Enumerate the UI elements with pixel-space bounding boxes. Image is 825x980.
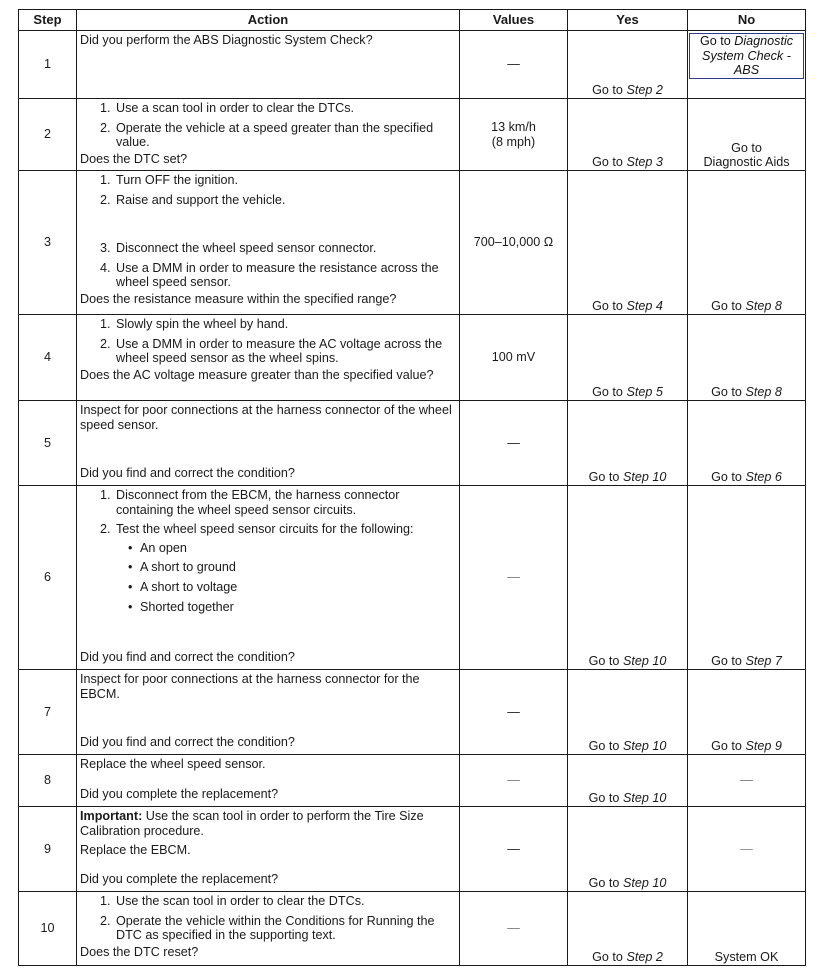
value-cell [460, 892, 568, 966]
yes-link[interactable] [592, 299, 663, 313]
value-dash: — [507, 704, 520, 719]
action-cell [77, 486, 460, 670]
table-row [19, 807, 806, 892]
yes-prefix: Go to [588, 876, 623, 891]
table-row [19, 755, 806, 807]
action-question: Does the DTC reset? [80, 944, 199, 959]
value-cell [460, 670, 568, 755]
value-line: (8 mph) [491, 134, 536, 149]
no-link[interactable] [711, 654, 782, 668]
yes-link[interactable] [592, 385, 663, 399]
table-row [19, 892, 806, 966]
action-steps [80, 317, 456, 366]
action-cell [77, 892, 460, 966]
value-dash: — [507, 921, 520, 936]
action-question: Did you complete the replacement? [80, 872, 279, 887]
value-dash: — [507, 841, 520, 856]
no-prefix: Go to [699, 34, 735, 48]
yes-link-target: Step 2 [626, 950, 663, 965]
yes-link[interactable] [589, 739, 667, 753]
action-question: Does the resistance measure within the specified range? [80, 291, 397, 306]
action-step: 1. Use a scan tool in order to clear the DTCs. [114, 101, 456, 116]
action-question: Did you find and correct the condition? [80, 650, 295, 665]
action-question: Does the AC voltage measure greater than the specified value? [80, 367, 434, 382]
value-dash: — [507, 570, 520, 585]
action-step: 3. Disconnect the wheel speed sensor connector. [114, 241, 456, 256]
header-action: Action [77, 10, 460, 31]
yes-cell [568, 401, 688, 486]
yes-prefix: Go to [592, 385, 627, 400]
action-steps [80, 101, 456, 150]
bullet-item: • An open [130, 541, 456, 556]
step-number: 7 [19, 670, 77, 755]
value-cell [460, 807, 568, 892]
no-dash: — [740, 841, 753, 856]
yes-link-target: Step 5 [626, 385, 663, 400]
action-cell [77, 31, 460, 99]
action-cell [77, 315, 460, 401]
step-number: 5 [19, 401, 77, 486]
value-dash: — [507, 57, 520, 72]
table-row [19, 171, 806, 315]
step-number: 9 [19, 807, 77, 892]
bullet-item: • Shorted together [130, 600, 456, 615]
yes-cell [568, 807, 688, 892]
no-cell [688, 670, 806, 755]
action-cell [77, 755, 460, 807]
no-cell [688, 171, 806, 315]
yes-link[interactable] [589, 791, 667, 805]
important-note [80, 809, 456, 838]
action-cell [77, 401, 460, 486]
table-row [19, 670, 806, 755]
yes-prefix: Go to [588, 470, 623, 485]
action-text: Did you perform the ABS Diagnostic System Check? [80, 33, 373, 47]
step-number: 8 [19, 755, 77, 807]
no-prefix: Go to [711, 299, 746, 314]
action-question: Did you find and correct the condition? [80, 735, 295, 750]
action-text: Replace the wheel speed sensor. [80, 757, 266, 771]
step-number: 3 [19, 171, 77, 315]
no-cell [688, 807, 806, 892]
action-step: 2. Operate the vehicle within the Conditions for Running the DTC as specified in the supporting text. [114, 914, 456, 943]
action-steps [80, 173, 456, 290]
no-cell [688, 401, 806, 486]
diagnostic-table [18, 9, 806, 966]
value-cell [460, 31, 568, 99]
action-step: 1. Disconnect from the EBCM, the harness connector containing the wheel speed sensor circuits. [114, 488, 456, 517]
step-number: 1 [19, 31, 77, 99]
header-no: No [688, 10, 806, 31]
step-number: 10 [19, 892, 77, 966]
header-yes: Yes [568, 10, 688, 31]
value-line: 13 km/h [491, 119, 536, 134]
no-cell [688, 315, 806, 401]
no-link-target: Step 7 [745, 654, 782, 669]
yes-link[interactable] [589, 876, 667, 890]
action-step: 1. Turn OFF the ignition. [114, 173, 456, 188]
no-cell [688, 755, 806, 807]
yes-link[interactable] [592, 155, 663, 169]
table-row [19, 401, 806, 486]
action-step: 1. Slowly spin the wheel by hand. [114, 317, 456, 332]
yes-cell [568, 892, 688, 966]
action-question: Did you find and correct the condition? [80, 466, 295, 481]
no-link[interactable] [711, 385, 782, 399]
no-prefix: Go to [711, 470, 746, 485]
yes-cell [568, 315, 688, 401]
yes-link-target: Step 10 [622, 470, 667, 485]
action-cell [77, 807, 460, 892]
action-question: Did you complete the replacement? [80, 787, 279, 802]
action-cell [77, 670, 460, 755]
yes-cell [568, 755, 688, 807]
yes-link[interactable] [589, 470, 667, 484]
yes-link[interactable] [589, 654, 667, 668]
action-text: Inspect for poor connections at the harness connector of the wheel speed sensor. [80, 403, 452, 432]
no-link-target: Step 6 [745, 470, 782, 485]
important-text: Use the scan tool in order to perform the Tire Size Calibration procedure. [80, 809, 424, 838]
bullet-item: • A short to voltage [130, 580, 456, 595]
yes-cell [568, 99, 688, 171]
table-row [19, 486, 806, 670]
action-text: Replace the EBCM. [80, 843, 191, 858]
yes-link-target: Step 10 [622, 791, 667, 806]
yes-prefix: Go to [588, 654, 623, 669]
no-cell [688, 486, 806, 670]
yes-prefix: Go to [588, 739, 623, 754]
value-cell [460, 401, 568, 486]
yes-cell [568, 171, 688, 315]
action-step: 1. Use the scan tool in order to clear the DTCs. [114, 894, 456, 909]
header-values: Values [460, 10, 568, 31]
action-question: Does the DTC set? [80, 151, 188, 166]
no-link[interactable] [711, 299, 782, 313]
yes-prefix: Go to [592, 299, 627, 314]
action-step: 2. Raise and support the vehicle. [114, 193, 456, 208]
no-prefix: Go to [711, 739, 746, 754]
no-line: Go to [731, 140, 762, 155]
yes-link-target: Step 3 [626, 155, 663, 170]
no-cell: System OK [688, 892, 806, 966]
value-cell: 700–10,000 Ω [460, 171, 568, 315]
action-step: 2. Use a DMM in order to measure the AC voltage across the wheel speed sensor as the wheel spins. [114, 337, 456, 366]
yes-prefix: Go to [592, 155, 627, 170]
value-cell [460, 99, 568, 171]
bullet-list [116, 541, 456, 614]
yes-cell [568, 486, 688, 670]
yes-link-target: Step 10 [622, 739, 667, 754]
no-dash: — [740, 773, 753, 788]
action-steps [80, 488, 456, 614]
yes-prefix: Go to [592, 950, 627, 965]
action-step: 2. Operate the vehicle at a speed greater than the specified value. [114, 121, 456, 150]
action-text: Inspect for poor connections at the harness connector for the EBCM. [80, 672, 420, 701]
table-row [19, 99, 806, 171]
action-step [114, 522, 456, 614]
no-cell [688, 31, 806, 99]
no-link-target: Step 8 [745, 385, 782, 400]
yes-prefix: Go to [592, 83, 627, 98]
action-cell [77, 99, 460, 171]
no-link-target: Diagnostic System Check - ABS [702, 34, 794, 78]
action-cell [77, 171, 460, 315]
no-link-target: Step 8 [745, 299, 782, 314]
action-step: 4. Use a DMM in order to measure the resistance across the wheel speed sensor. [114, 261, 456, 290]
no-prefix: Go to [711, 654, 746, 669]
value-cell [460, 755, 568, 807]
yes-cell [568, 670, 688, 755]
bullet-item: • A short to ground [130, 560, 456, 575]
yes-link[interactable] [592, 950, 663, 964]
no-link[interactable] [711, 739, 782, 753]
yes-link-target: Step 10 [622, 876, 667, 891]
yes-cell [568, 31, 688, 99]
step-number: 6 [19, 486, 77, 670]
action-step-text: Test the wheel speed sensor circuits for the following: [116, 522, 414, 537]
header-step: Step [19, 10, 77, 31]
yes-link[interactable] [592, 83, 663, 97]
no-link[interactable] [711, 470, 782, 484]
value-cell [460, 486, 568, 670]
no-prefix: Go to [711, 385, 746, 400]
yes-link-target: Step 4 [626, 299, 663, 314]
table-row [19, 31, 806, 99]
step-number: 2 [19, 99, 77, 171]
important-label: Important: [80, 809, 143, 823]
yes-link-target: Step 2 [626, 83, 663, 98]
table-row [19, 315, 806, 401]
value-dash: — [507, 773, 520, 788]
no-link-target: Step 9 [745, 739, 782, 754]
header-row [19, 10, 806, 31]
no-link[interactable] [689, 33, 804, 79]
no-link[interactable]: Diagnostic Aids [703, 155, 790, 170]
value-dash: — [507, 435, 520, 450]
step-number: 4 [19, 315, 77, 401]
yes-link-target: Step 10 [622, 654, 667, 669]
yes-prefix: Go to [588, 791, 623, 806]
no-cell [688, 99, 806, 171]
value-cell: 100 mV [460, 315, 568, 401]
action-steps [80, 894, 456, 943]
